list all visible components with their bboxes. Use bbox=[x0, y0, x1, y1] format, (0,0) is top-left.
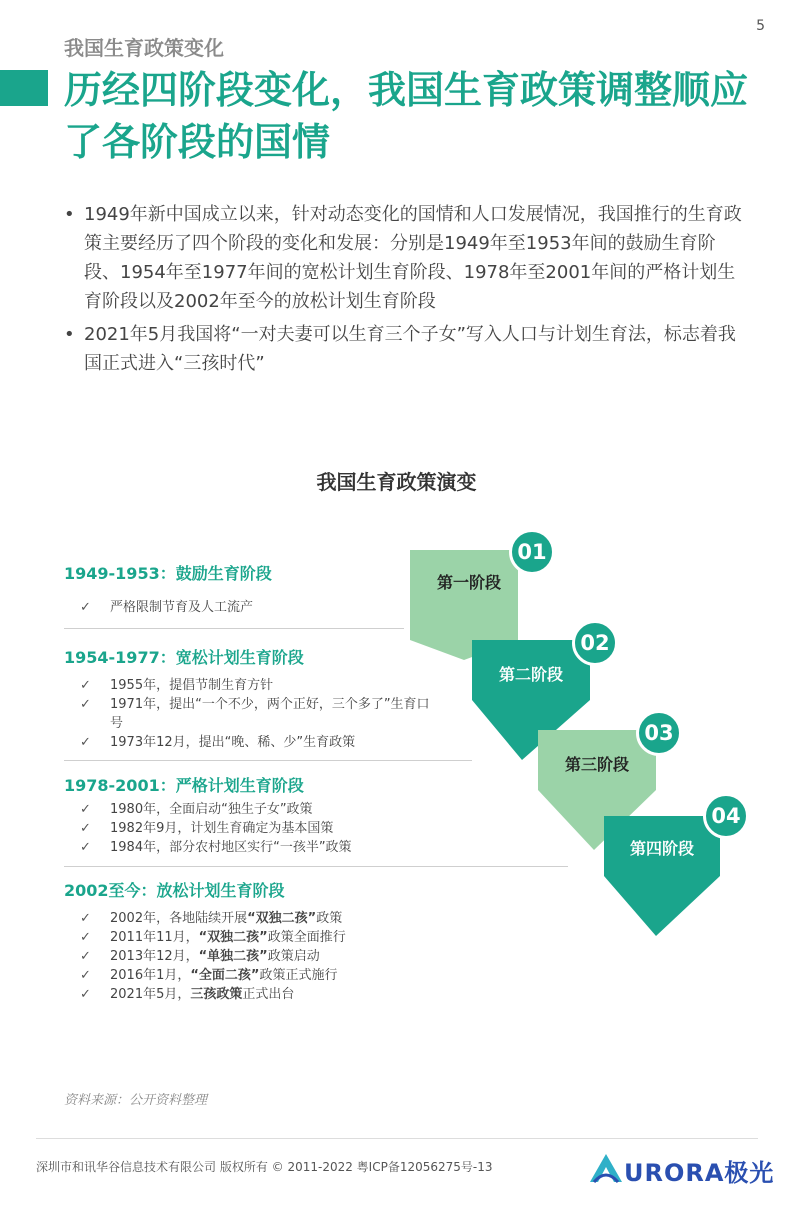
step-4-label: 第四阶段 bbox=[629, 839, 694, 858]
step-3-number: 03 bbox=[636, 710, 682, 756]
bullet-dot: • bbox=[64, 204, 75, 225]
divider bbox=[64, 628, 404, 629]
check-icon: ✓ bbox=[80, 949, 91, 964]
footer-divider bbox=[36, 1138, 758, 1139]
stage-2-items bbox=[64, 676, 440, 752]
policy-text: 2011年11月， bbox=[110, 930, 199, 945]
step-3-label: 第三阶段 bbox=[564, 755, 629, 774]
accent-bar bbox=[0, 70, 48, 106]
stage-1-heading: 1949-1953：鼓励生育阶段 bbox=[64, 564, 272, 583]
check-icon: ✓ bbox=[80, 987, 91, 1002]
bullet-text: 2021年5月我国将“一对夫妻可以生育三个子女”写入人口与计划生育法，标志着我国正式进入“三孩时代” bbox=[84, 324, 736, 374]
check-icon: ✓ bbox=[80, 735, 91, 750]
policy-highlight: “全面二孩” bbox=[190, 968, 260, 983]
stage-1-items bbox=[64, 598, 404, 617]
step-4-shape bbox=[604, 816, 720, 936]
policy-highlight: “单独二孩” bbox=[198, 949, 268, 964]
footer-copyright: 深圳市和讯华谷信息技术有限公司 版权所有 © 2011-2022 粤ICP备12056275号-13 bbox=[36, 1160, 493, 1174]
check-icon: ✓ bbox=[80, 968, 91, 983]
policy-text: 政策 bbox=[316, 911, 343, 926]
policy-highlight: 三孩政策 bbox=[190, 987, 243, 1002]
stage-4-heading: 2002至今：放松计划生育阶段 bbox=[64, 881, 285, 900]
aurora-logo-icon bbox=[588, 1150, 624, 1186]
policy-item bbox=[64, 985, 584, 1004]
policy-text: 正式出台 bbox=[242, 987, 295, 1002]
policy-text: 1980年，全面启动“独生子女”政策 bbox=[110, 802, 313, 817]
check-icon: ✓ bbox=[80, 678, 91, 693]
policy-text: 政策启动 bbox=[267, 949, 320, 964]
step-2-label: 第二阶段 bbox=[498, 665, 563, 684]
check-icon: ✓ bbox=[80, 600, 91, 615]
policy-text: 1982年9月，计划生育确定为基本国策 bbox=[110, 821, 334, 836]
policy-item bbox=[64, 676, 440, 695]
policy-text: 严格限制节育及人工流产 bbox=[110, 600, 254, 615]
policy-text: 1955年，提倡节制生育方针 bbox=[110, 678, 274, 693]
step-1-label: 第一阶段 bbox=[436, 573, 501, 592]
step-1-number: 01 bbox=[509, 529, 555, 575]
policy-highlight: “双独二孩” bbox=[198, 930, 268, 945]
policy-item bbox=[64, 966, 584, 985]
step-4-number: 04 bbox=[703, 793, 749, 839]
policy-text: 2002年，各地陆续开展 bbox=[110, 911, 248, 926]
check-icon: ✓ bbox=[80, 697, 91, 712]
section-label: 我国生育政策变化 bbox=[64, 36, 224, 60]
policy-item bbox=[64, 695, 440, 733]
stage-3-heading: 1978-2001：严格计划生育阶段 bbox=[64, 776, 304, 795]
check-icon: ✓ bbox=[80, 840, 91, 855]
bullet-dot: • bbox=[64, 324, 75, 345]
stage-2-heading: 1954-1977：宽松计划生育阶段 bbox=[64, 648, 304, 667]
policy-text: 2021年5月， bbox=[110, 987, 191, 1002]
policy-text: 政策正式施行 bbox=[259, 968, 338, 983]
logo-text: URORA极光 bbox=[624, 1159, 775, 1187]
intro-bullets bbox=[58, 200, 748, 382]
chart-title: 我国生育政策演变 bbox=[316, 470, 477, 494]
check-icon: ✓ bbox=[80, 802, 91, 817]
bullet-item bbox=[58, 320, 748, 378]
data-source: 资料来源：公开资料整理 bbox=[64, 1093, 208, 1108]
policy-text: 1973年12月，提出“晚、稀、少”生育政策 bbox=[110, 735, 356, 750]
check-icon: ✓ bbox=[80, 821, 91, 836]
step-2-number: 02 bbox=[572, 620, 618, 666]
policy-text: 1984年，部分农村地区实行“一孩半”政策 bbox=[110, 840, 352, 855]
policy-item bbox=[64, 733, 440, 752]
policy-item bbox=[64, 598, 404, 617]
policy-text: 政策全面推行 bbox=[267, 930, 346, 945]
page-number: 5 bbox=[756, 18, 765, 34]
check-icon: ✓ bbox=[80, 911, 91, 926]
policy-text: 2016年1月， bbox=[110, 968, 191, 983]
check-icon: ✓ bbox=[80, 930, 91, 945]
policy-text: 1971年，提出“一个不少，两个正好，三个多了”生育口号 bbox=[110, 697, 430, 731]
page-title: 历经四阶段变化，我国生育政策调整顺应了各阶段的国情 bbox=[64, 68, 749, 164]
stage-steps-diagram bbox=[400, 530, 780, 950]
policy-highlight: “双独二孩” bbox=[247, 911, 317, 926]
bullet-item bbox=[58, 200, 748, 316]
bullet-text: 1949年新中国成立以来，针对动态变化的国情和人口发展情况，我国推行的生育政策主要经历了四个阶段的变化和发展：分别是1949年至1953年间的鼓励生育阶段、1954年至1977年间的宽松计划生育阶段、1978年至2001年间的严格计划生育阶段以及2002年至今的放松计划生育阶段 bbox=[84, 204, 742, 312]
policy-text: 2013年12月， bbox=[110, 949, 199, 964]
